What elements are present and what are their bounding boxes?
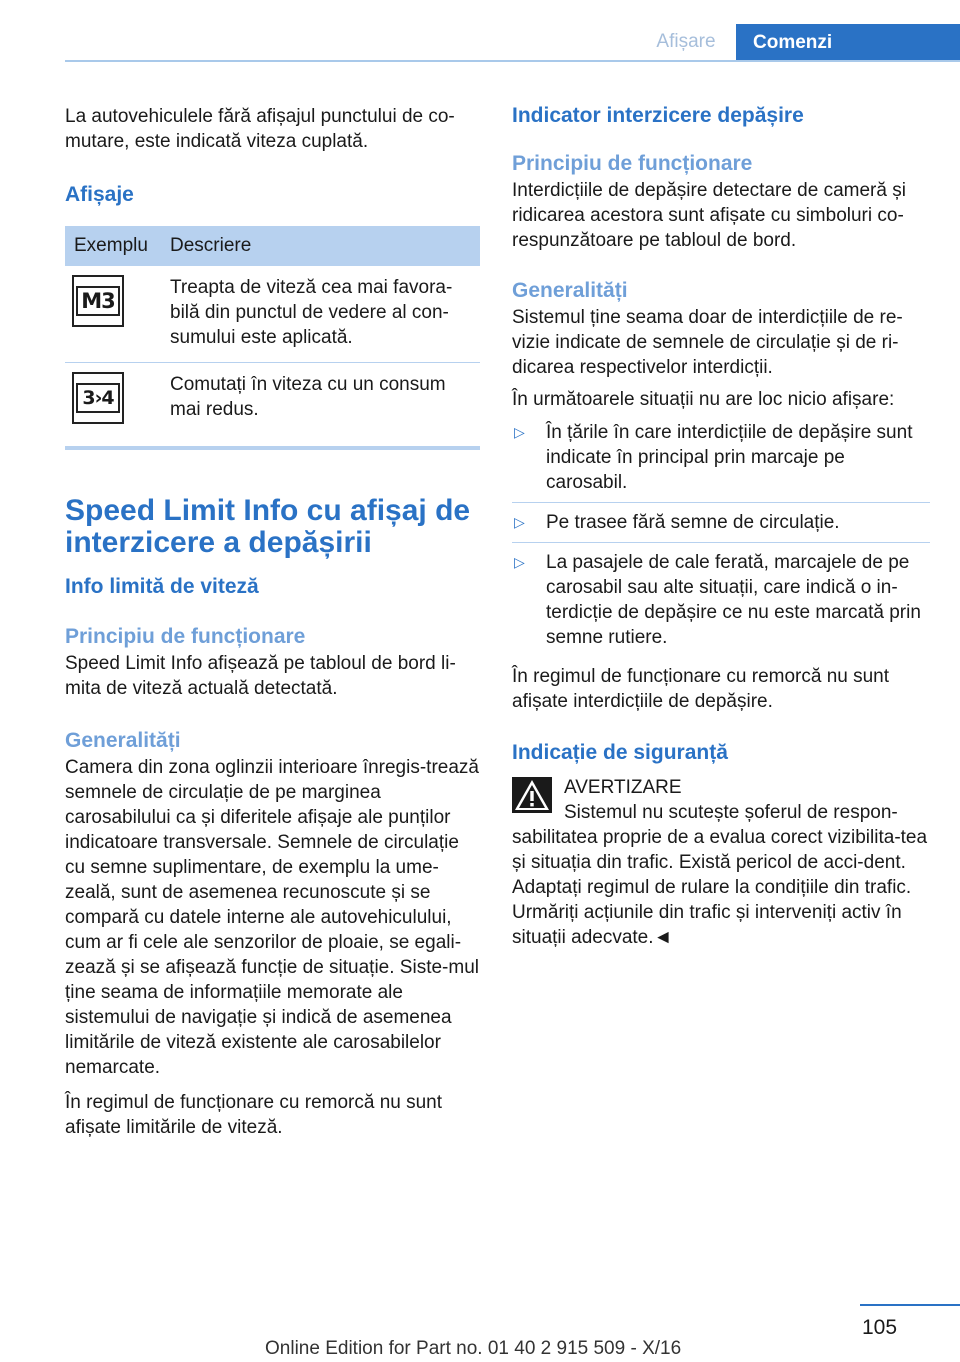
remorca-paragraph-right: În regimul de funcționare cu remorcă nu sunt afișate interdicțiile de depășire. (512, 666, 890, 712)
table-header-exemplu: Exemplu (65, 226, 161, 266)
list-item: ▷ La pasajele de cale ferată, marcajele de pe carosabil sau alte situații, care indică o in-terdicție de depășire ce nu este marcată prin semne rutiere. (514, 552, 921, 648)
header-tab-comenzi: Comenzi (736, 24, 960, 62)
generalitati-paragraph-right: Sistemul ține seama doar de interdicțiile de re-vizie indicate de semnele de circulație și de ri-dicarea respectivelor interdicții. (512, 307, 903, 378)
gear-m3-icon-label: M3 (76, 286, 120, 316)
remorca-paragraph: În regimul de funcționare cu remorcă nu sunt afișate limitările de viteză. (65, 1092, 443, 1138)
intro-paragraph: La autovehiculele fără afișajul punctului de co-mutare, este indicată viteza cuplată. (65, 106, 455, 152)
gear-m3-icon (72, 275, 124, 327)
header-divider (65, 60, 960, 62)
warning-triangle-icon (512, 777, 552, 813)
table-cell-description: Comutați în viteza cu un consum mai redus. (170, 374, 446, 420)
generalitati-heading-right: Generalități (512, 279, 628, 302)
table-cell-description: Treapta de viteză cea mai favora-bilă din punctul de vedere al con-sumului este aplicată. (161, 266, 480, 363)
indicator-heading: Indicator interzicere depășire (512, 104, 804, 127)
principiu-heading-right: Principiu de funcționare (512, 152, 753, 175)
table-row (65, 266, 480, 363)
triangle-bullet-icon: ▷ (514, 424, 525, 440)
warning-text: sabilitatea proprie de a evalua corect vizibilita-tea și situația din trafic. Există pericol de acci-dent. Adaptați regimul de rulare la condițiile din trafic. Urmăriți acțiunile din trafic și interveniți activ în situații adecvate.◄ (512, 827, 928, 948)
gear-display-table (65, 226, 480, 446)
principiu-heading: Principiu de funcționare (65, 625, 306, 648)
warning-block (512, 775, 930, 950)
triangle-bullet-icon: ▷ (514, 514, 525, 530)
situatii-list (512, 420, 930, 657)
shift-up-icon (72, 372, 124, 424)
principiu-paragraph: Speed Limit Info afișează pe tabloul de bord li-mita de viteză actuală detectată. (65, 653, 456, 699)
generalitati-heading: Generalități (65, 729, 181, 752)
warning-label: AVERTIZARE (564, 777, 682, 798)
principiu-paragraph-right: Interdicțiile de depășire detectare de cameră și ridicarea acestora sunt afișate cu simboluri co-respunzătoare pe tabloul de bord. (512, 180, 906, 251)
table-header-row (65, 226, 480, 266)
shift-up-icon-label: 3›4 (76, 383, 120, 413)
list-item: ▷ Pe trasee fără semne de circulație. (512, 510, 930, 543)
left-column (65, 100, 480, 1140)
situatii-intro: În următoarele situații nu are loc nicio afișare: (512, 389, 895, 410)
table-row (65, 363, 480, 447)
warning-line1: Sistemul nu scutește șoferul de respon- (564, 802, 898, 823)
afisaje-heading: Afișaje (65, 183, 134, 206)
edition-footer: Online Edition for Part no. 01 40 2 915 509 - X/16 (265, 1338, 682, 1359)
right-column (512, 100, 930, 950)
siguranta-heading: Indicație de siguranță (512, 741, 728, 764)
table-header-descriere: Descriere (161, 226, 480, 266)
page-number: 105 (862, 1316, 898, 1339)
footer-divider (860, 1304, 960, 1306)
generalitati-paragraph: Camera din zona oglinzii interioare înregis-trează semnele de circulație de pe marginea carosabilului ca și diferitele afișaje ale punților indicatoare transversale. Semnele de circulație cu semne suplimentare, de exemplu la ume-zeală, sunt de asemenea recunoscute și se compară cu datele interne ale autovehiculului, cum ar fi cele ale senzorilor de ploaie, se egali-zează și se afișează funcție de situație. Siste-mul ține seama de informațiile memorate ale sistemului de navigație și indică de asemenea limitările de viteză existente ale carosabilelor nemarcate. (65, 757, 479, 1078)
list-item: ▷ În țările în care interdicțiile de depășire sunt indicate în principal prin marcaje pe carosabil. (512, 420, 930, 503)
header-tab-afisare: Afișare (656, 31, 716, 52)
triangle-bullet-icon: ▷ (514, 554, 525, 570)
section-title: Speed Limit Info cu afișaj de interzicere a depășirii (65, 494, 471, 559)
subsection-title: Info limită de viteză (65, 575, 259, 598)
